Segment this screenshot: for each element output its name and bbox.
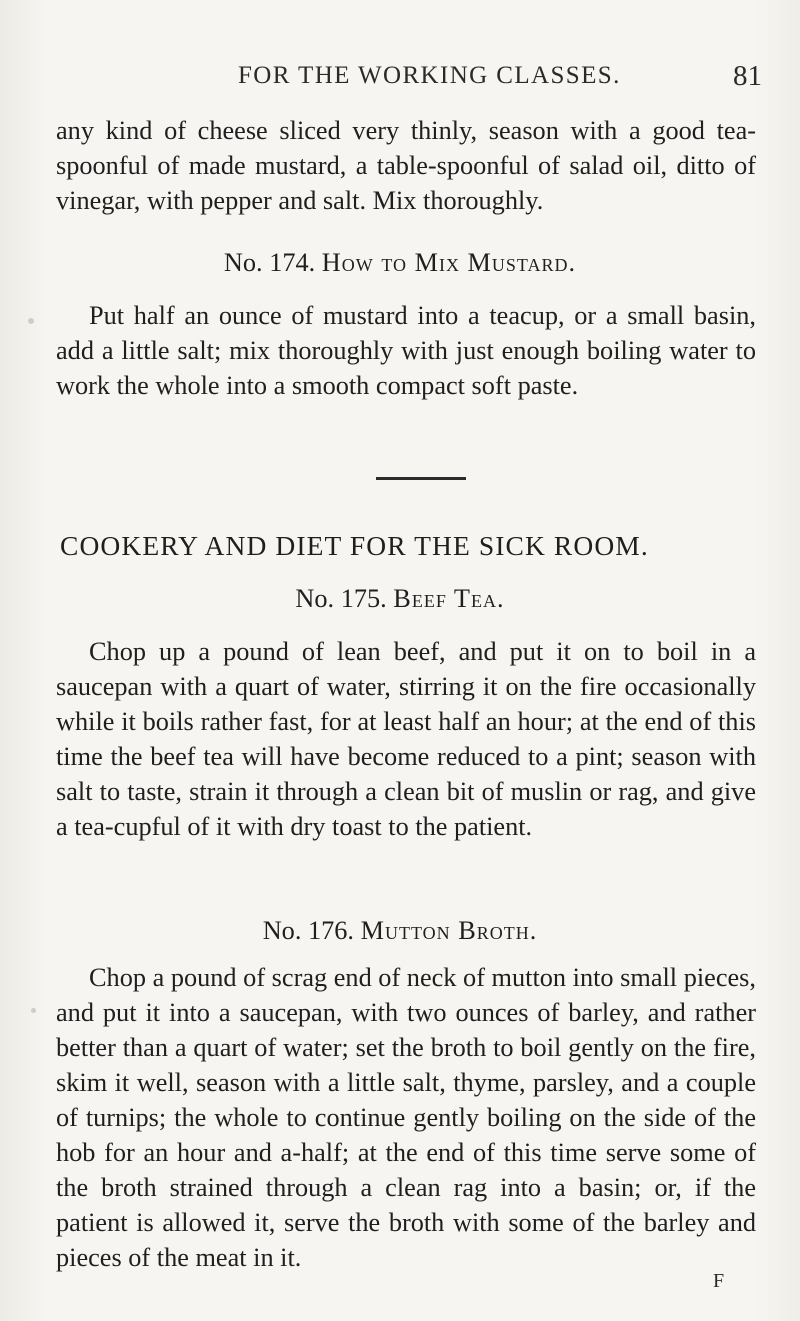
running-head	[0, 62, 800, 102]
recipe-heading-174	[0, 248, 800, 278]
mutton-broth-paragraph: Chop a pound of scrag end of neck of mutton into small pieces, and put it into a saucepan, with two ounces of barley, and rather better than a quart of water; set the broth to boil gently on the fire, skim it well, season with a little salt, thyme, parsley, and a couple of turnips; the whole to continue gently boiling on the side of the hob for an hour and a-half; at the end of this time serve some of the broth strained through a clean rag into a basin; or, if the patient is allowed it, serve the broth with some of the barley and pieces of the meat in it.	[56, 963, 756, 1272]
mutton-broth-recipe	[56, 960, 756, 1275]
beef-tea-paragraph: Chop up a pound of lean beef, and put it on to boil in a saucepan with a quart of water, stirring it on the fire occasionally while it boils rather fast, for at least half an hour; at the end of this time the beef tea will have become reduced to a pint; season with salt to taste, strain it through a clean bit of muslin or rag, and give a tea-cupful of it with dry toast to the patient.	[56, 637, 756, 841]
signature-mark: F	[713, 1270, 725, 1292]
recipe-number: No. 176.	[262, 916, 354, 945]
recipe-number: No. 175.	[295, 584, 387, 613]
recipe-number: No. 174.	[223, 248, 316, 277]
section-divider	[376, 477, 466, 480]
recipe-heading-176	[0, 916, 800, 946]
mustard-recipe	[56, 298, 756, 403]
cheese-recipe-continuation	[56, 113, 756, 218]
beef-tea-recipe	[56, 634, 756, 844]
paper-spot	[28, 318, 34, 324]
paper-spot	[31, 1008, 36, 1013]
recipe-title: How to Mix Mustard.	[321, 248, 577, 277]
recipe-title: Mutton Broth.	[360, 916, 538, 945]
page-number: 81	[733, 60, 762, 92]
section-title: COOKERY AND DIET FOR THE SICK ROOM.	[60, 530, 649, 561]
recipe-title: Beef Tea.	[393, 584, 505, 613]
mustard-paragraph: Put half an ounce of mustard into a teacup, or a small basin, add a little salt; mix thoroughly with just enough boiling water to work the whole into a smooth compact soft paste.	[56, 301, 756, 400]
recipe-heading-175	[0, 584, 800, 614]
running-title: FOR THE WORKING CLASSES.	[238, 62, 621, 89]
cheese-paragraph: any kind of cheese sliced very thinly, season with a good tea-spoonful of made mustard, a table-spoonful of salad oil, ditto of vinegar, with pepper and salt. Mix thoroughly.	[56, 116, 756, 215]
